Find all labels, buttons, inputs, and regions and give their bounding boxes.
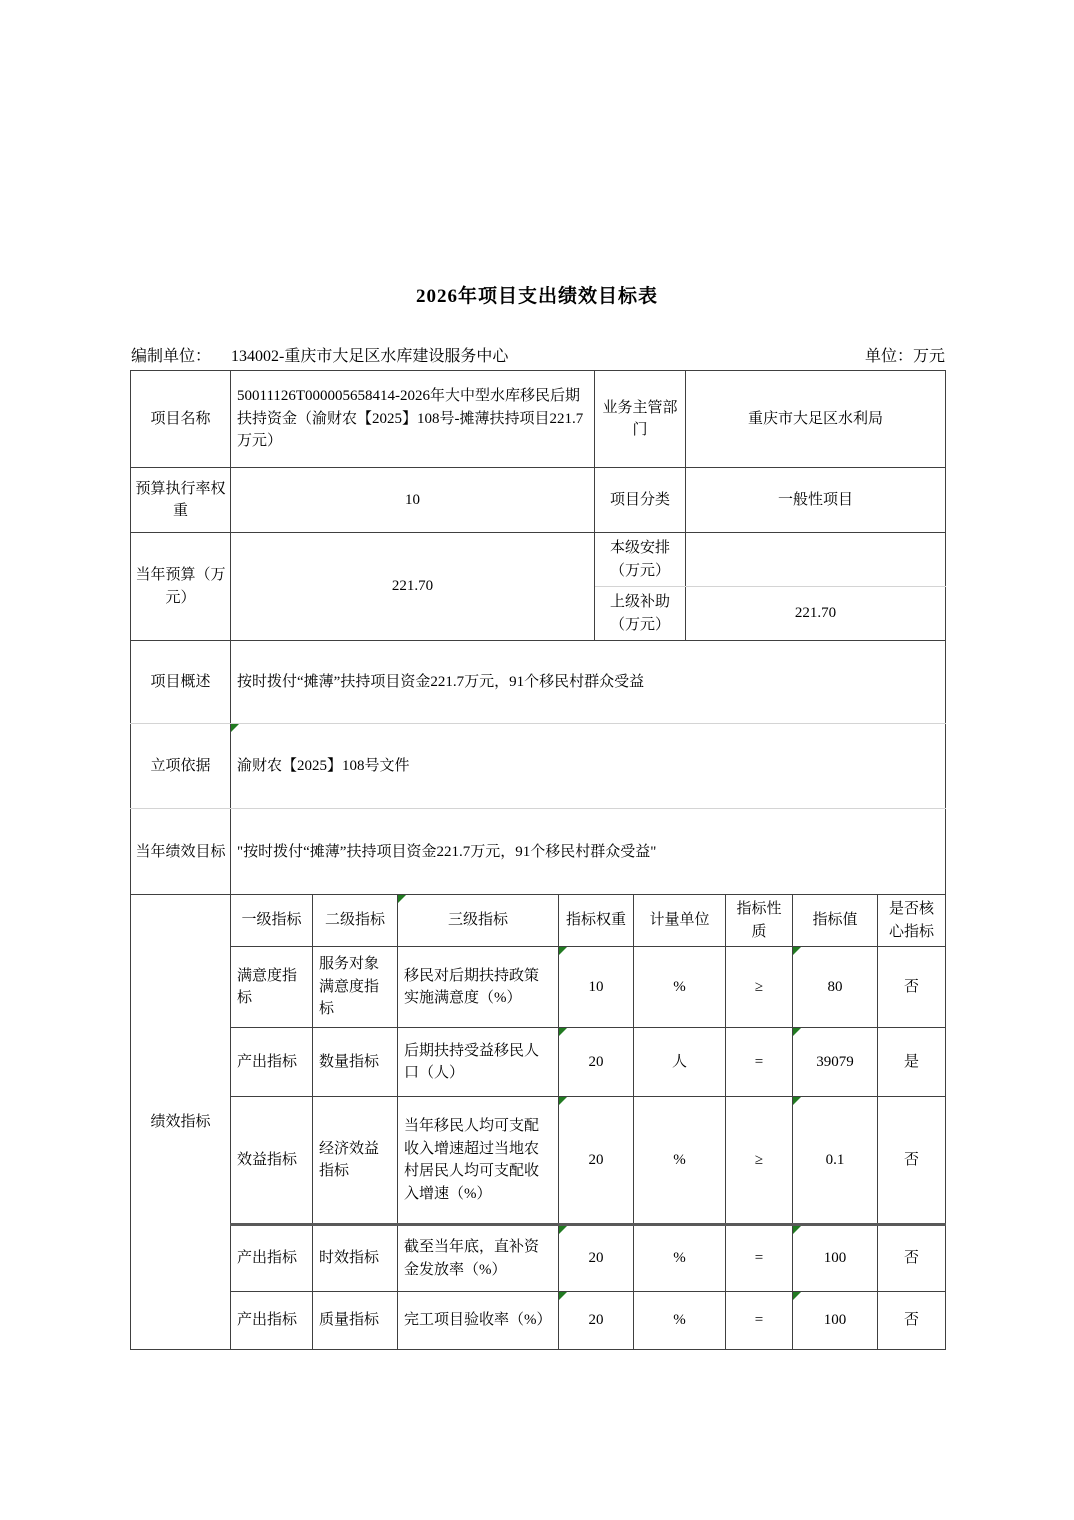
project-class-value: 一般性项目 [686, 468, 946, 533]
table-row [131, 641, 946, 724]
indicator-cell: % [634, 1292, 726, 1350]
indicator-cell: 10 [559, 947, 634, 1028]
indicator-cell: 产出指标 [231, 1225, 313, 1292]
indicator-cell: 满意度指标 [231, 947, 313, 1028]
indicator-cell: 截至当年底，直补资金发放率（%） [398, 1225, 559, 1292]
project-name-label: 项目名称 [131, 371, 231, 468]
indicator-cell: % [634, 947, 726, 1028]
local-arrange-label: 本级安排（万元） [595, 533, 686, 587]
indicator-cell: 服务对象满意度指标 [313, 947, 398, 1028]
indicator-row [131, 1097, 946, 1225]
header-level2: 二级指标 [313, 895, 398, 947]
overview-value: 按时拨付“摊薄”扶持项目资金221.7万元，91个移民村群众受益 [231, 641, 946, 724]
indicator-cell: 后期扶持受益移民人口（人） [398, 1028, 559, 1097]
indicator-cell: 产出指标 [231, 1292, 313, 1350]
indicator-cell: 20 [559, 1292, 634, 1350]
overview-label: 项目概述 [131, 641, 231, 724]
indicator-cell: ≥ [726, 947, 793, 1028]
indicator-cell: 否 [878, 947, 946, 1028]
indicator-cell: ≥ [726, 1097, 793, 1225]
indicator-cell: = [726, 1028, 793, 1097]
project-class-label: 项目分类 [595, 468, 686, 533]
indicator-cell: 时效指标 [313, 1225, 398, 1292]
indicator-cell: 移民对后期扶持政策实施满意度（%） [398, 947, 559, 1028]
indicator-cell: 质量指标 [313, 1292, 398, 1350]
indicators-section-label: 绩效指标 [131, 895, 231, 1350]
indicator-cell: 当年移民人均可支配收入增速超过当地农村居民人均可支配收入增速（%） [398, 1097, 559, 1225]
indicator-cell: 否 [878, 1225, 946, 1292]
indicator-cell: 否 [878, 1292, 946, 1350]
indicator-cell: 100 [793, 1292, 878, 1350]
dept-label: 业务主管部门 [595, 371, 686, 468]
project-info-table [130, 370, 946, 896]
meta-row [131, 343, 945, 366]
indicator-row [131, 1225, 946, 1292]
year-budget-label: 当年预算（万元） [131, 533, 231, 641]
indicators-table [130, 894, 946, 1350]
indicators-header-row [131, 895, 946, 947]
indicator-cell: 效益指标 [231, 1097, 313, 1225]
basis-label: 立项依据 [131, 724, 231, 809]
unit-label: 单位：万元 [864, 348, 945, 365]
indicator-cell: = [726, 1225, 793, 1292]
indicator-cell: 经济效益指标 [313, 1097, 398, 1225]
indicator-cell: 20 [559, 1097, 634, 1225]
indicator-cell: 0.1 [793, 1097, 878, 1225]
goal-value: "按时拨付“摊薄”扶持项目资金221.7万元，91个移民村群众受益" [231, 809, 946, 896]
indicator-cell: 数量指标 [313, 1028, 398, 1097]
header-unit: 计量单位 [634, 895, 726, 947]
higher-subsidy-label: 上级补助（万元） [595, 587, 686, 641]
indicator-cell: 人 [634, 1028, 726, 1097]
indicator-cell: 39079 [793, 1028, 878, 1097]
header-value: 指标值 [793, 895, 878, 947]
table-row [131, 724, 946, 809]
indicator-row [131, 1292, 946, 1350]
indicator-row [131, 1028, 946, 1097]
indicator-cell: 产出指标 [231, 1028, 313, 1097]
indicator-cell: 是 [878, 1028, 946, 1097]
prepared-by-label: 编制单位： [131, 348, 212, 365]
goal-label: 当年绩效目标 [131, 809, 231, 896]
indicator-cell: % [634, 1097, 726, 1225]
header-core: 是否核心指标 [878, 895, 946, 947]
header-level3: 三级指标 [398, 895, 559, 947]
header-level1: 一级指标 [231, 895, 313, 947]
basis-value: 渝财农【2025】108号文件 [231, 724, 946, 809]
indicator-cell: 完工项目验收率（%） [398, 1292, 559, 1350]
header-nature: 指标性质 [726, 895, 793, 947]
indicator-cell: 否 [878, 1097, 946, 1225]
year-budget-value: 221.70 [231, 533, 595, 641]
dept-value: 重庆市大足区水利局 [686, 371, 946, 468]
indicator-cell: 80 [793, 947, 878, 1028]
table-row [131, 468, 946, 533]
table-row [131, 371, 946, 468]
higher-subsidy-value: 221.70 [686, 587, 946, 641]
table-row [131, 533, 946, 587]
budget-exec-weight-value: 10 [231, 468, 595, 533]
indicator-row [131, 947, 946, 1028]
budget-exec-weight-label: 预算执行率权重 [131, 468, 231, 533]
indicator-cell: 20 [559, 1225, 634, 1292]
local-arrange-value [686, 533, 946, 587]
page-title: 2026年项目支出绩效目标表 [415, 286, 658, 307]
indicator-cell: % [634, 1225, 726, 1292]
indicator-cell: 20 [559, 1028, 634, 1097]
table-row [131, 809, 946, 896]
indicator-cell: = [726, 1292, 793, 1350]
header-weight: 指标权重 [559, 895, 634, 947]
project-name-value: 50011126T000005658414-2026年大中型水库移民后期扶持资金（渝财农【2025】108号-摊薄扶持项目221.7万元） [231, 371, 595, 468]
indicator-cell: 100 [793, 1225, 878, 1292]
prepared-by-value: 134002-重庆市大足区水库建设服务中心 [231, 348, 509, 365]
